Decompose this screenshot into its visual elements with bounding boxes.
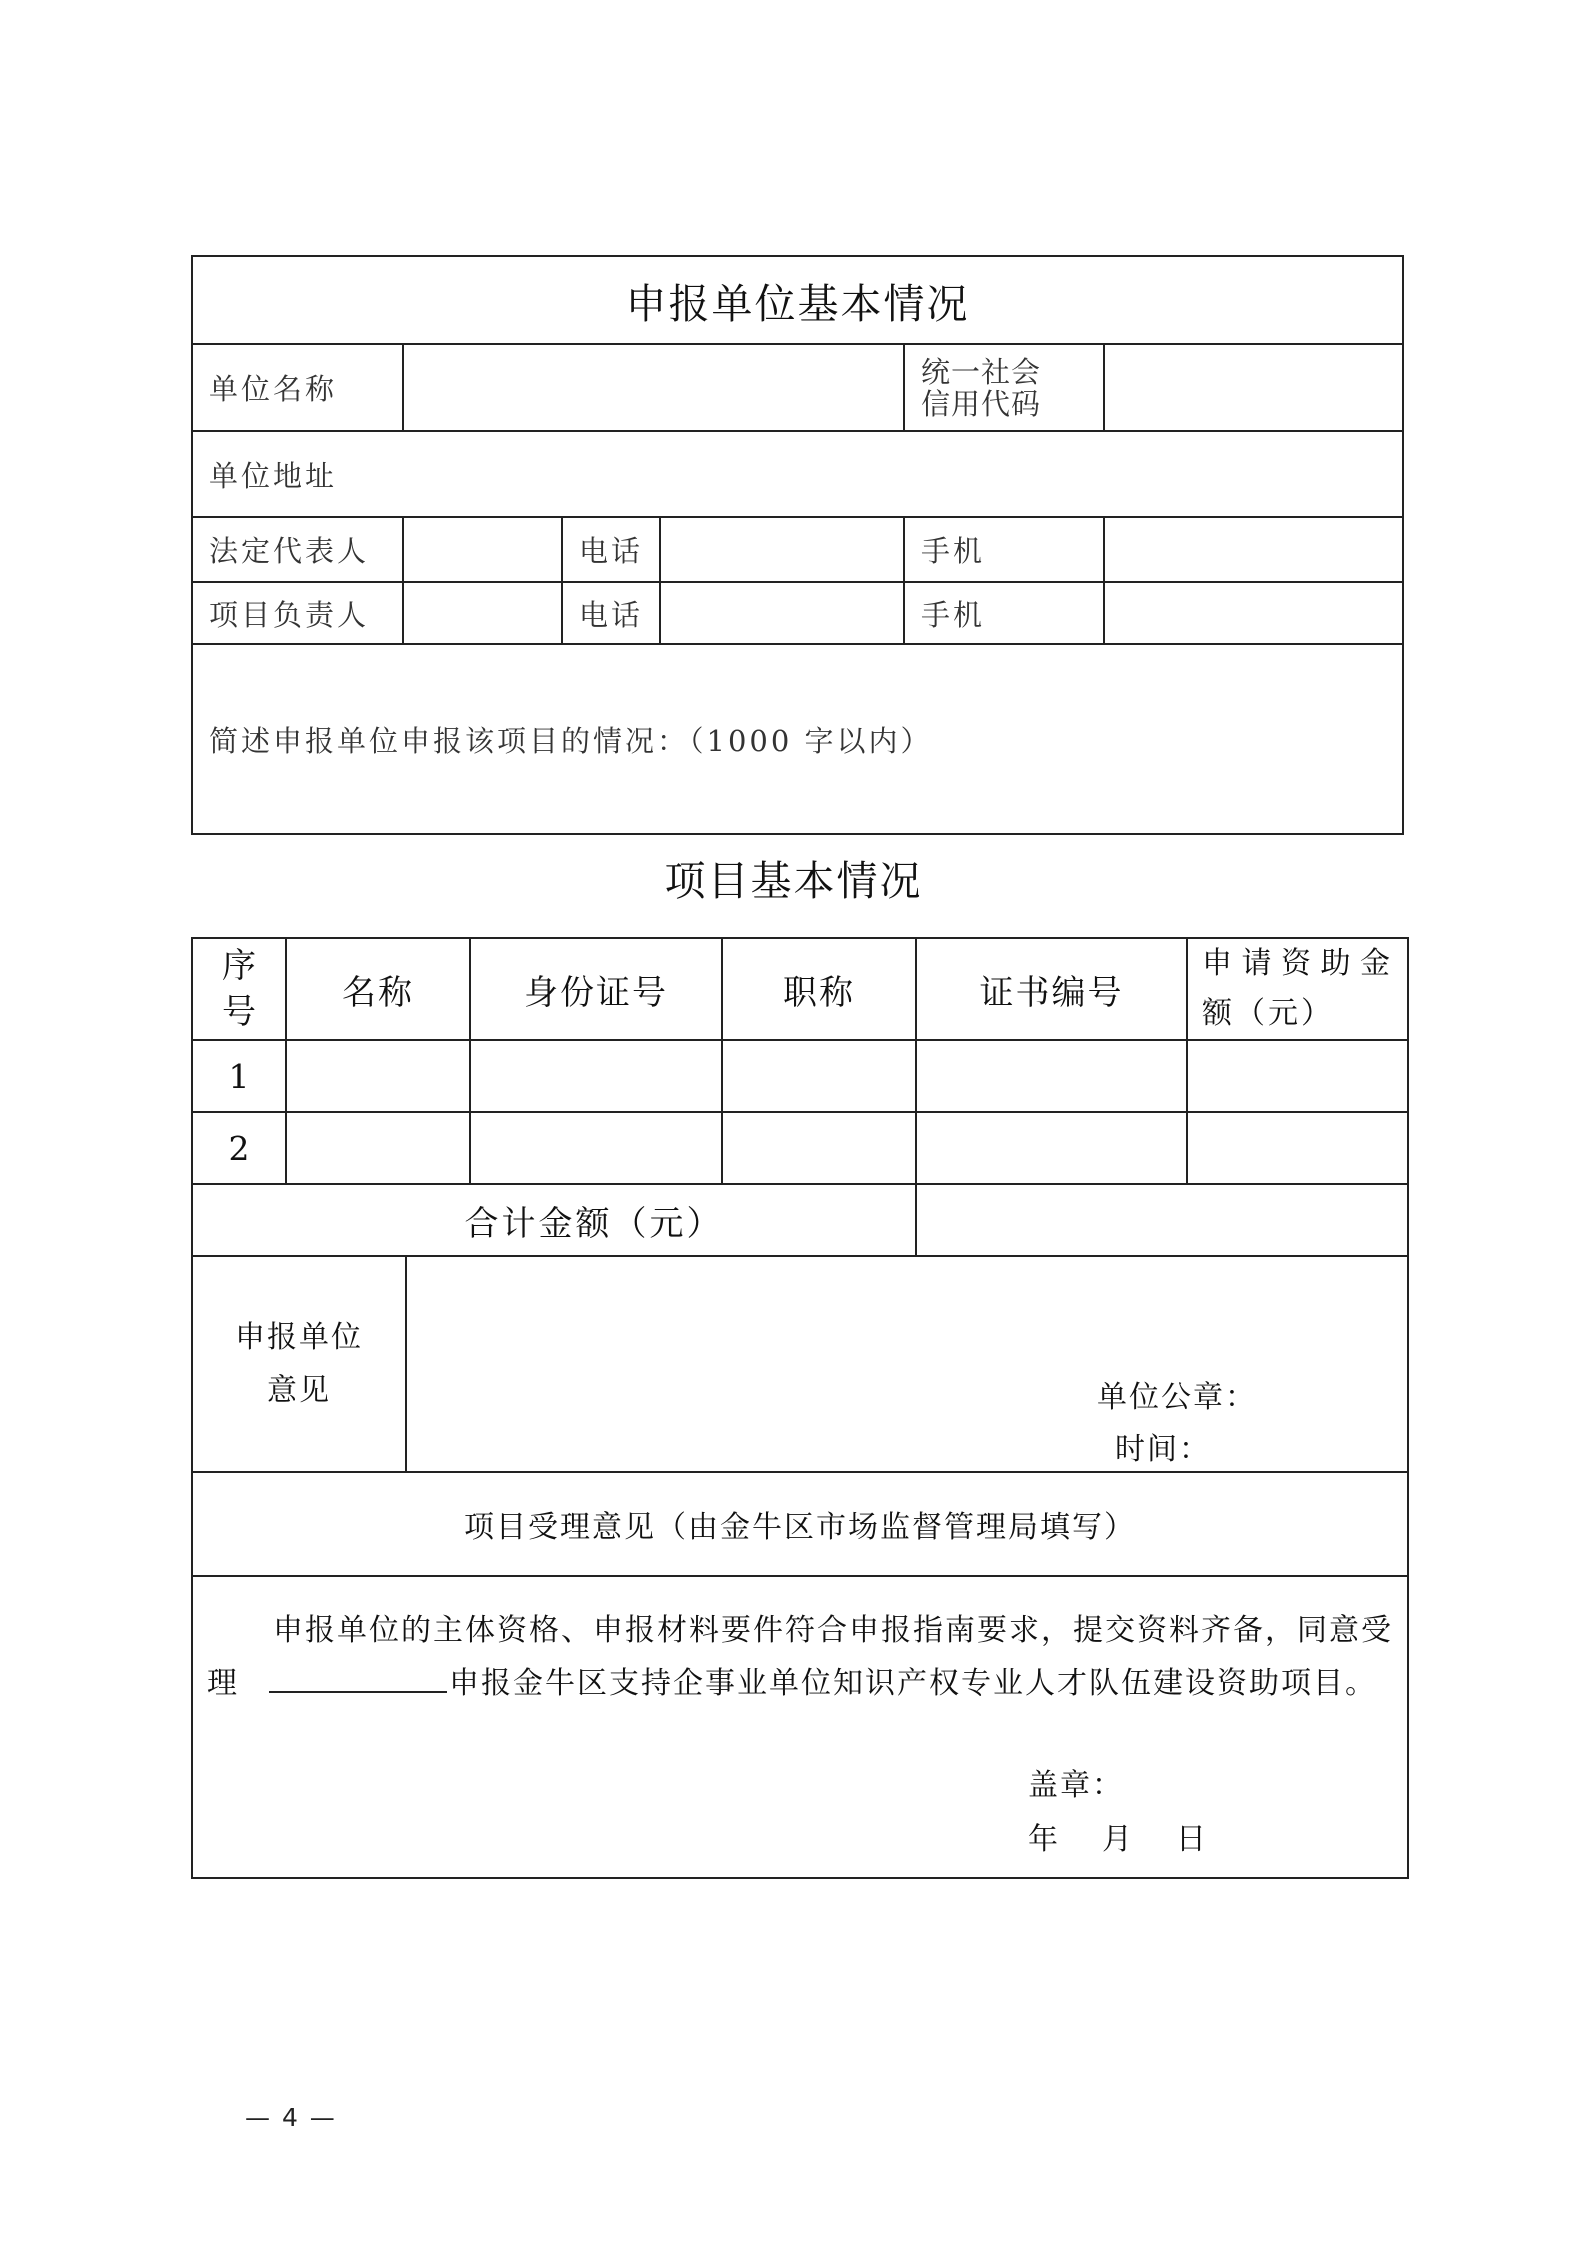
page-number: — 4 —: [245, 2103, 337, 2132]
header-seq-line1: 序: [222, 946, 256, 986]
row-amount-field[interactable]: [1187, 1112, 1408, 1184]
total-label: 合计金额（元）: [192, 1184, 916, 1256]
row-title-field[interactable]: [722, 1040, 916, 1112]
header-title: 职称: [722, 938, 916, 1040]
summary-prompt: 简述申报单位申报该项目的情况：（1000 字以内）: [209, 723, 933, 758]
row-name-field[interactable]: [286, 1112, 470, 1184]
credit-code-field[interactable]: [1104, 344, 1403, 431]
acceptance-line2-suffix: 申报金牛区支持企事业单位知识产权专业人才队伍建设资助项目。: [449, 1666, 1377, 1701]
opinion-label-line1: 申报单位: [235, 1320, 363, 1355]
time-label: 时间：: [1115, 1432, 1211, 1467]
acceptance-line1: 申报单位的主体资格、申报材料要件符合申报指南要求，提交资料齐备，同意受: [273, 1613, 1393, 1648]
acceptance-title: 项目受理意见（由金牛区市场监督管理局填写）: [192, 1472, 1408, 1576]
date-month: 月: [1102, 1822, 1132, 1857]
acceptance-body: [192, 1576, 1408, 1878]
section2-title: 项目基本情况: [664, 857, 923, 905]
row-id-field[interactable]: [470, 1112, 722, 1184]
row-seq: 1: [192, 1040, 286, 1112]
row-name-field[interactable]: [286, 1040, 470, 1112]
legal-rep-mobile-field[interactable]: [1104, 517, 1403, 582]
legal-rep-mobile-label: 手机: [904, 517, 1104, 582]
row-seq: 2: [192, 1112, 286, 1184]
row-title-field[interactable]: [722, 1112, 916, 1184]
stamp-label: 盖章：: [1028, 1768, 1124, 1803]
total-amount-field[interactable]: [916, 1184, 1408, 1256]
address-row[interactable]: [192, 431, 1403, 517]
project-lead-label: 项目负责人: [192, 582, 403, 644]
acceptance-blank-field[interactable]: [269, 1661, 447, 1693]
legal-rep-label: 法定代表人: [192, 517, 403, 582]
row-certificate-field[interactable]: [916, 1112, 1187, 1184]
acceptance-line2: [207, 1658, 1377, 1702]
project-info-table: [191, 937, 1409, 1879]
date-day: 日: [1176, 1822, 1206, 1857]
legal-rep-phone-field[interactable]: [660, 517, 904, 582]
header-amount: [1187, 938, 1408, 1040]
project-lead-phone-label: 电话: [562, 582, 660, 644]
header-id-number: 身份证号: [470, 938, 722, 1040]
credit-code-label: [904, 344, 1104, 431]
header-seq: [192, 938, 286, 1040]
applicant-opinion-field[interactable]: [406, 1256, 1408, 1472]
date-year: 年: [1028, 1822, 1058, 1857]
row-certificate-field[interactable]: [916, 1040, 1187, 1112]
legal-rep-phone-label: 电话: [562, 517, 660, 582]
credit-code-label-line2: 信用代码: [921, 386, 1042, 421]
legal-rep-field[interactable]: [403, 517, 562, 582]
acceptance-line2-prefix: 理: [207, 1666, 239, 1701]
unit-name-label: 单位名称: [192, 344, 403, 431]
unit-name-field[interactable]: [403, 344, 904, 431]
header-amount-line2: 额（元）: [1202, 996, 1334, 1031]
row-id-field[interactable]: [470, 1040, 722, 1112]
header-seq-line2: 号: [222, 992, 256, 1032]
date-row: [1028, 1814, 1206, 1858]
header-name: 名称: [286, 938, 470, 1040]
row-amount-field[interactable]: [1187, 1040, 1408, 1112]
project-lead-phone-field[interactable]: [660, 582, 904, 644]
project-lead-mobile-label: 手机: [904, 582, 1104, 644]
applicant-info-table: [191, 255, 1404, 835]
applicant-opinion-label: [192, 1256, 406, 1472]
opinion-label-line2: 意见: [267, 1373, 331, 1408]
project-lead-field[interactable]: [403, 582, 562, 644]
table-row: [192, 1112, 1408, 1184]
credit-code-label-line1: 统一社会: [921, 354, 1042, 389]
address-label: 单位地址: [209, 458, 338, 493]
header-amount-line1: 申请资助金: [1202, 946, 1393, 981]
summary-field[interactable]: [192, 644, 1403, 834]
table-row: [192, 1040, 1408, 1112]
project-lead-mobile-field[interactable]: [1104, 582, 1403, 644]
section1-title: 申报单位基本情况: [192, 256, 1403, 344]
unit-seal-label: 单位公章：: [1097, 1380, 1257, 1415]
header-certificate: 证书编号: [916, 938, 1187, 1040]
